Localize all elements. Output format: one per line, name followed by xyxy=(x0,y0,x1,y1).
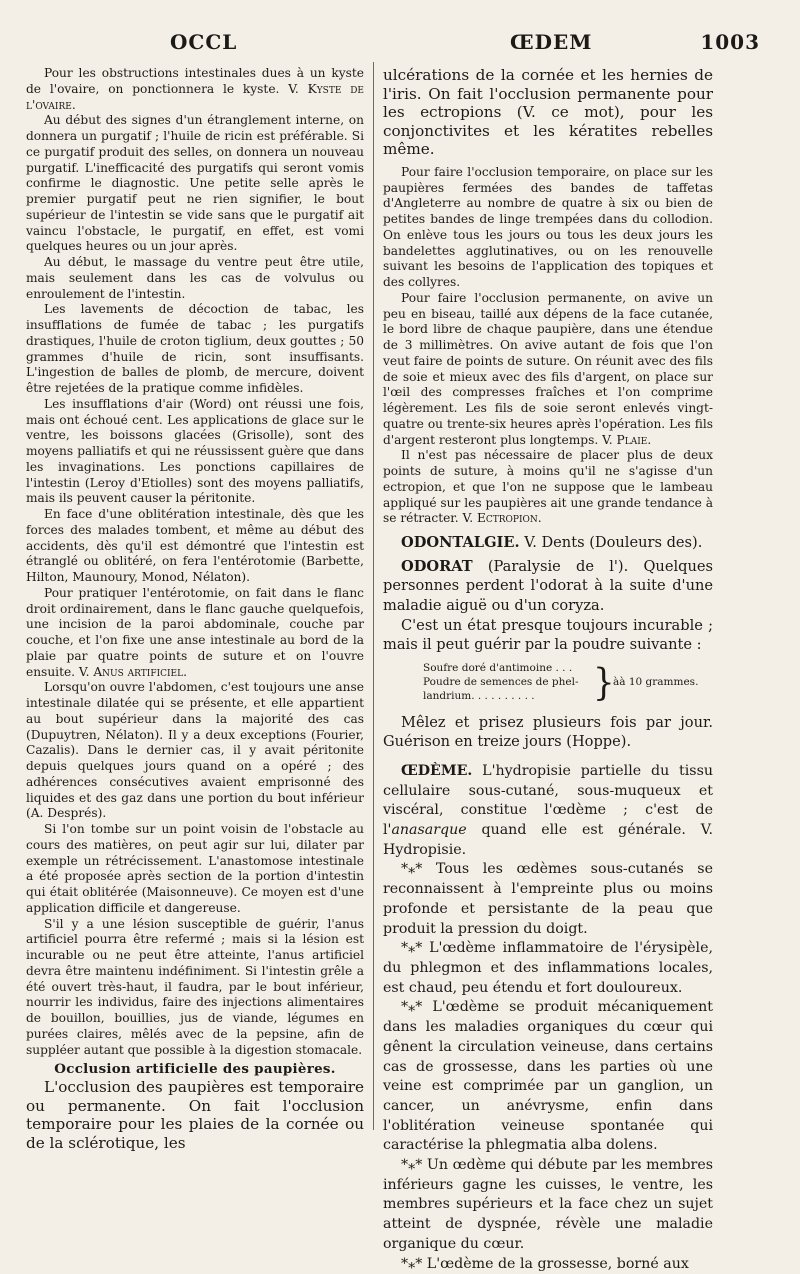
page-number: 1003 xyxy=(700,30,760,54)
column-divider xyxy=(373,62,374,1130)
paragraph: Si l'on tombe sur un point voisin de l'obstacle au cours des matières, on peut agir sur lui, dilater par exemple un rétrécissement. L'anastomose intestinale a été proposée après section de la portion d'intestin qui était oblitérée (Maisonneuve). Ce moyen est d'une application difficile et dangereuse. xyxy=(26,822,364,915)
entry-headword: ODORAT xyxy=(401,557,473,575)
paragraph: Les lavements de décoction de tabac, les insufflations de fumée de tabac ; les purgatifs drastiques, l'huile de croton tiglium, deux gouttes ; 50 grammes d'huile de ricin, sont insuffisants. L'ingestion de balles de plomb, de mercure, doivent être rejetées de la pratique comme infidèles. xyxy=(26,302,364,395)
cross-reference: Ectropion. xyxy=(476,511,542,526)
entry-oedeme xyxy=(383,762,713,861)
paragraph xyxy=(383,939,713,998)
paragraph-text: L'œdème inflammatoire de l'érysipèle, du phlegmon et des inflammations locales, est chaud, peu étendu et fort douloureux. xyxy=(383,940,713,996)
paragraph xyxy=(383,291,713,449)
formula-line: landrium. . . . . . . . . . xyxy=(423,689,535,702)
prescription-formula xyxy=(423,661,713,705)
paragraph xyxy=(383,998,713,1156)
entry-text: L'hydropisie partielle du tissu cellulaire sous-cutané, sous-muqueux et viscéral, constitue l'œdème ; c'est de l' xyxy=(383,762,713,839)
paragraph-text: L'œdème de la grossesse, borné aux xyxy=(422,1255,689,1272)
paragraph-text: Tous les œdèmes sous-cutanés se reconnaissent à l'empreinte plus ou moins profonde et persistante de la peau que produit la pression du doigt. xyxy=(383,861,713,937)
cross-reference: Anus artificiel. xyxy=(93,664,187,679)
asterism-icon: *⁎* xyxy=(401,861,423,878)
entry-text: quand elle est générale. V. Hydropisie. xyxy=(383,822,713,858)
paragraph-text: L'œdème se produit mécaniquement dans les maladies organiques du cœur qui gênent la circulation veineuse, dans certains cas de grossesse, dans les parties où une veine est comprimée par un ganglion, un cancer, un anévrysme, enfin dans l'oblitération veineuse spontanée qui caractérise la phlegmatia alba dolens. xyxy=(383,999,713,1154)
entry-headword: ODONTALGIE. xyxy=(401,534,520,552)
paragraph: Les insufflations d'air (Word) ont réussi une fois, mais ont échoué cent. Les applications de glace sur le ventre, les boissons glacées (Grisolle), sont des moyens palliatifs et qui ne réussissent guère que dans les invaginations. Les ponctions capillaires de l'intestin (Leroy d'Etiolles) sont des moyens palliatifs, mais ils peuvent causer la péritonite. xyxy=(26,396,364,506)
header-left-keyword: OCCL xyxy=(170,30,238,54)
cross-reference: Kyste de l'ovaire. xyxy=(26,81,364,112)
entry-headword: ŒDÈME. xyxy=(401,762,473,779)
paragraph: Au début des signes d'un étranglement interne, on donnera un purgatif ; l'huile de ricin est préférable. Si ce purgatif produit des selles, on donnera un nouveau purgatif. L'inefficacité des purgatifs qui seront vomis confirme le diagnostic. Une petite selle après le premier purgatif peut ne rien signifier, le bout supérieur de l'intestin se vide sans que le purgatif ait vaincu l'obstacle, le purgatif, en effet, est vomi quelques heures ou un jour après. xyxy=(26,113,364,254)
asterism-icon: *⁎* xyxy=(401,940,423,957)
asterism-icon: *⁎* xyxy=(401,1255,423,1272)
paragraph: ulcérations de la cornée et les hernies de l'iris. On fait l'occlusion permanente pour les ectropions (V. ce mot), pour les conjonctivites et les kératites rebelles même. xyxy=(383,66,713,159)
paragraph: L'occlusion des paupières est temporaire ou permanente. On fait l'occlusion temporaire pour les plaies de la cornée ou de la sclérotique, les xyxy=(26,1078,364,1152)
paragraph-text: Pour les obstructions intestinales dues à un kyste de l'ovaire, on ponctionnera le kyste. V. xyxy=(26,66,364,96)
entry-odontalgie xyxy=(383,533,713,553)
cross-reference: Plaie. xyxy=(616,432,652,447)
asterism-icon: *⁎* xyxy=(401,999,423,1016)
formula-line: Soufre doré d'antimoine . . . xyxy=(423,661,573,674)
paragraph xyxy=(383,448,713,527)
entry-italic: anasarque xyxy=(391,822,467,839)
paragraph-text: Il n'est pas nécessaire de placer plus de deux points de suture, à moins qu'il ne s'agisse d'un ectropion, et que l'on ne suppose que le lambeau appliqué sur les paupières ait une grande tendance à se rétracter. V. xyxy=(383,448,713,526)
running-header xyxy=(40,30,760,60)
paragraph xyxy=(383,1156,713,1255)
paragraph xyxy=(383,1255,713,1274)
entry-odorat xyxy=(383,557,713,616)
left-column xyxy=(26,66,364,1152)
paragraph xyxy=(26,66,364,113)
paragraph: Pour faire l'occlusion temporaire, on place sur les paupières fermées des bandes de taffetas d'Angleterre au nombre de quatre à six ou bien de petites bandes de linge trempées dans du collodion. On enlève tous les jours ou tous les deux jours les bandelettes agglutinatives, ou on les renouvelle suivant les besoins de l'application des topiques et des collyres. xyxy=(383,164,713,290)
paragraph-text: Pour pratiquer l'entérotomie, on fait dans le flanc droit ordinairement, dans le flanc gauche quelquefois, une incision de la paroi abdominale, couche par couche, et l'on fixe une anse intestinale au bord de la plaie par quatre points de suture et on l'ouvre ensuite. V. xyxy=(26,585,364,679)
asterism-icon: *⁎* xyxy=(401,1157,423,1174)
paragraph: S'il y a une lésion susceptible de guérir, l'anus artificiel pourra être refermé ; mais si la lésion est incurable ou ne peut être atteinte, l'anus artificiel devra être maintenu indéfiniment. Si l'intestin grêle a été ouvert très-haut, il faudra, par le bout inférieur, nourrir les individus, faire des injections alimentaires de bouillon, bouillies, jus de viande, légumes en purées claires, mêlés avec de la pepsine, afin de suppléer autant que possible à la digestion stomacale. xyxy=(26,916,364,1057)
paragraph-text: Un œdème qui débute par les membres inférieurs gagne les cuisses, le ventre, les membres supérieurs et la face chez un sujet atteint de dyspnée, révèle une maladie organique du cœur. xyxy=(383,1157,713,1252)
paragraph-text: Pour faire l'occlusion permanente, on avive un peu en biseau, taillé aux dépens de la face cutanée, le bord libre de chaque paupière, dans une étendue de 3 millimètres. On avive autant de fois que l'on veut faire de points de suture. On réunit avec des fils de soie et mieux avec des fils d'argent, on place sur l'œil des compresses fraîches et l'on comprime légèrement. Les fils de soie seront enlevés vingt-quatre ou trente-six heures après l'opération. Les fils d'argent resteront plus longtemps. V. xyxy=(383,290,713,447)
right-column xyxy=(383,66,713,1274)
paragraph: Lorsqu'on ouvre l'abdomen, c'est toujours une anse intestinale dilatée qui se présente, et elle appartient au bout supérieur dans la majorité des cas (Dupuytren, Nélaton). Il y a deux exceptions (Fourier, Cazalis). Dans le dernier cas, il y avait péritonite depuis quelques jours quand on a opéré ; des adhérences consécutives avaient emprisonné des liquides et des gaz dans une portion du bout inférieur (A. Després). xyxy=(26,680,364,821)
paragraph xyxy=(26,586,364,681)
paragraph xyxy=(383,860,713,939)
header-right-keyword: ŒDEM xyxy=(510,30,593,54)
paragraph: Mêlez et prisez plusieurs fois par jour. Guérison en treize jours (Hoppe). xyxy=(383,713,713,751)
section-heading: Occlusion artificielle des paupières. xyxy=(54,1061,336,1078)
brace-icon: } xyxy=(593,660,615,705)
formula-dose: àà 10 grammes. xyxy=(613,675,699,688)
paragraph: En face d'une oblitération intestinale, dès que les forces des malades tombent, et même au début des accidents, dès qu'il est démontré que l'intestin est étranglé ou oblitéré, on fera l'entérotomie (Barbette, Hilton, Maunoury, Monod, Nélaton). xyxy=(26,507,364,584)
paragraph: C'est un état presque toujours incurable ; mais il peut guérir par la poudre suivante : xyxy=(383,616,713,654)
paragraph: Au début, le massage du ventre peut être utile, mais seulement dans les cas de volvulus ou enroulement de l'intestin. xyxy=(26,255,364,301)
formula-line: Poudre de semences de phel- xyxy=(423,675,579,688)
entry-text: V. Dents (Douleurs des). xyxy=(519,534,703,552)
entry-text: (Paralysie de l'). Quelques personnes perdent l'odorat à la suite d'une maladie aiguë ou d'un coryza. xyxy=(383,557,713,614)
